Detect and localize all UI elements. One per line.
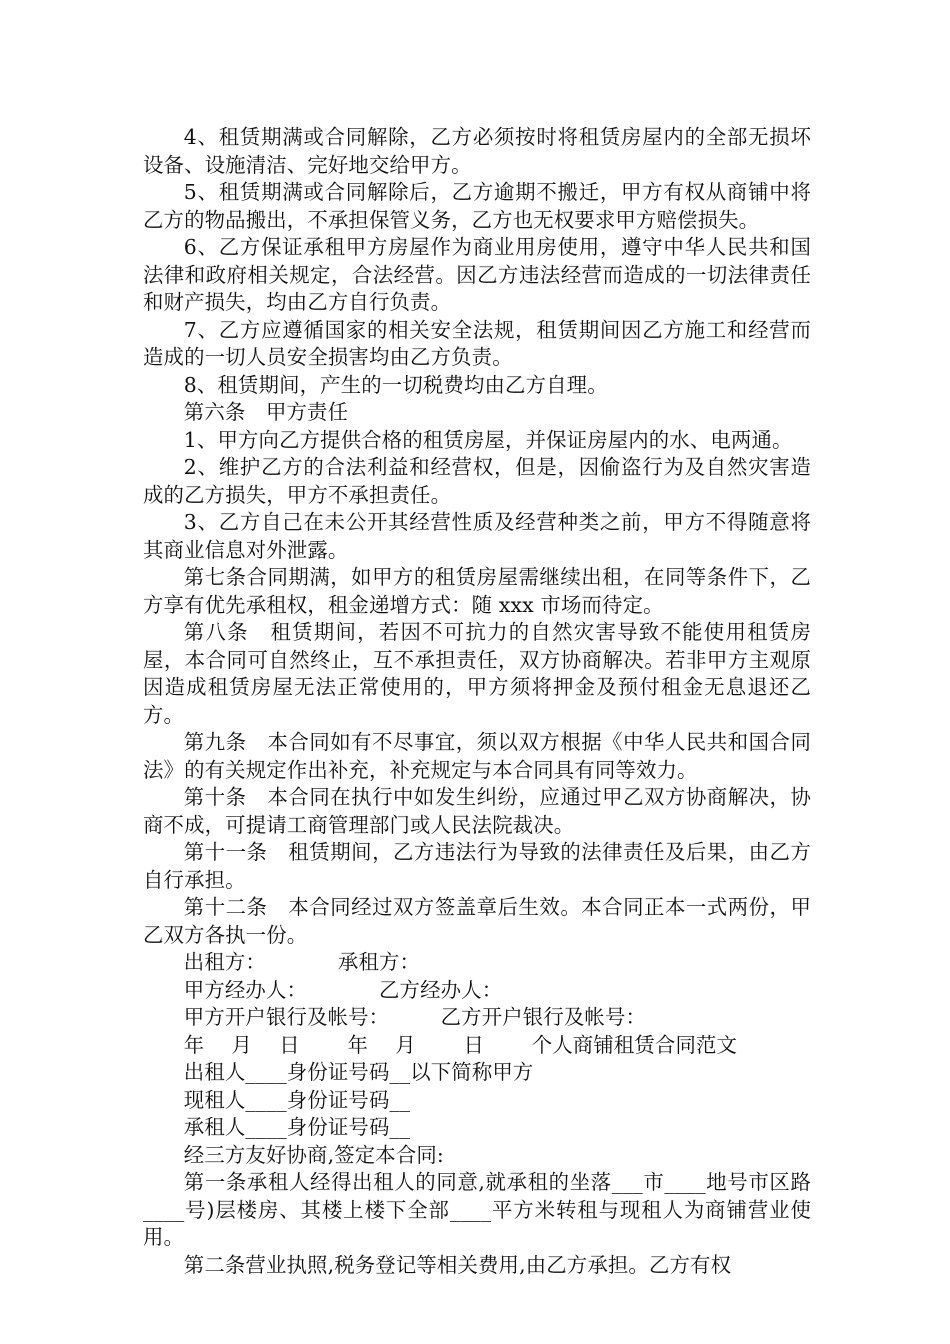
section-heading: 第六条 甲方责任 [183,400,349,424]
signature-line: 承租人____身份证号码__ [183,1115,411,1139]
clause-paragraph: 第十二条 本合同经过双方签盖章后生效。本合同正本一式两份，甲乙双方各执一份。 [143,895,811,947]
clause-paragraph: 5、租赁期满或合同解除后，乙方逾期不搬迁，甲方有权从商铺中将乙方的物品搬出，不承担保管义务，乙方也无权要求甲方赔偿损失。 [143,180,811,232]
signature-line: 年 月 日 年 月 日 个人商铺租赁合同范文 [183,1032,738,1057]
clause-paragraph: 2、维护乙方的合法利益和经营权，但是，因偷盗行为及自然灾害造成的乙方损失，甲方不承担责任。 [143,455,811,507]
signature-line: 甲方开户银行及帐号： 乙方开户银行及帐号： [183,1005,647,1029]
clause-paragraph: 4、租赁期满或合同解除，乙方必须按时将租赁房屋内的全部无损坏设备、设施清洁、完好地交给甲方。 [143,125,811,177]
clause-paragraph: 第十一条 租赁期间，乙方违法行为导致的法律责任及后果，由乙方自行承担。 [143,840,811,892]
signature-line: 出租人____身份证号码__以下简称甲方 [183,1060,534,1084]
clause-paragraph: 8、租赁期间，产生的一切税费均由乙方自理。 [183,372,608,397]
signature-line: 经三方友好协商,签定本合同: [183,1142,444,1167]
clause-paragraph: 1、甲方向乙方提供合格的租赁房屋，并保证房屋内的水、电两通。 [183,427,793,452]
clause-paragraph: 第九条 本合同如有不尽事宜，须以双方根据《中华人民共和国合同法》的有关规定作出补充，补充规定与本合同具有同等效力。 [143,730,811,782]
signature-line: 甲方经办人： 乙方经办人： [183,977,503,1002]
clause-paragraph: 6、乙方保证承租甲方房屋作为商业用房使用，遵守中华人民共和国法律和政府相关规定，合法经营。因乙方违法经营而造成的一切法律责任和财产损失，均由乙方自行负责。 [143,235,811,314]
clause-paragraph: 第八条 租赁期间，若因不可抗力的自然灾害导致不能使用租赁房屋，本合同可自然终止，互不承担责任，双方协商解决。若非甲方主观原因造成租赁房屋无法正常使用的，甲方须将押金及预付租金无息退还乙方。 [143,620,811,727]
signature-line: 出租方： 承租方： [183,950,421,974]
clause-paragraph: 第十条 本合同在执行中如发生纠纷，应通过甲乙双方协商解决，协商不成，可提请工商管理部门或人民法院裁决。 [143,785,811,837]
signature-line: 现租人____身份证号码__ [183,1087,411,1112]
clause-paragraph: 3、乙方自己在未公开其经营性质及经营种类之前，甲方不得随意将其商业信息对外泄露。 [143,510,811,562]
clause-paragraph: 第七条合同期满，如甲方的租赁房屋需继续出租，在同等条件下，乙方享有优先承租权，租金递增方式：随 xxx 市场而待定。 [143,565,811,617]
clause-paragraph: 第一条承租人经得出租人的同意,就承租的坐落___市____地号市区路____号)层楼房、其楼上楼下全部____平方米转租与现租人为商铺营业使用。 [143,1170,811,1249]
clause-paragraph: 7、乙方应遵循国家的相关安全法规，租赁期间因乙方施工和经营而造成的一切人员安全损害均由乙方负责。 [143,317,811,369]
contract-body [143,124,811,1279]
clause-paragraph: 第二条营业执照,税务登记等相关费用,由乙方承担。乙方有权 [183,1252,732,1277]
